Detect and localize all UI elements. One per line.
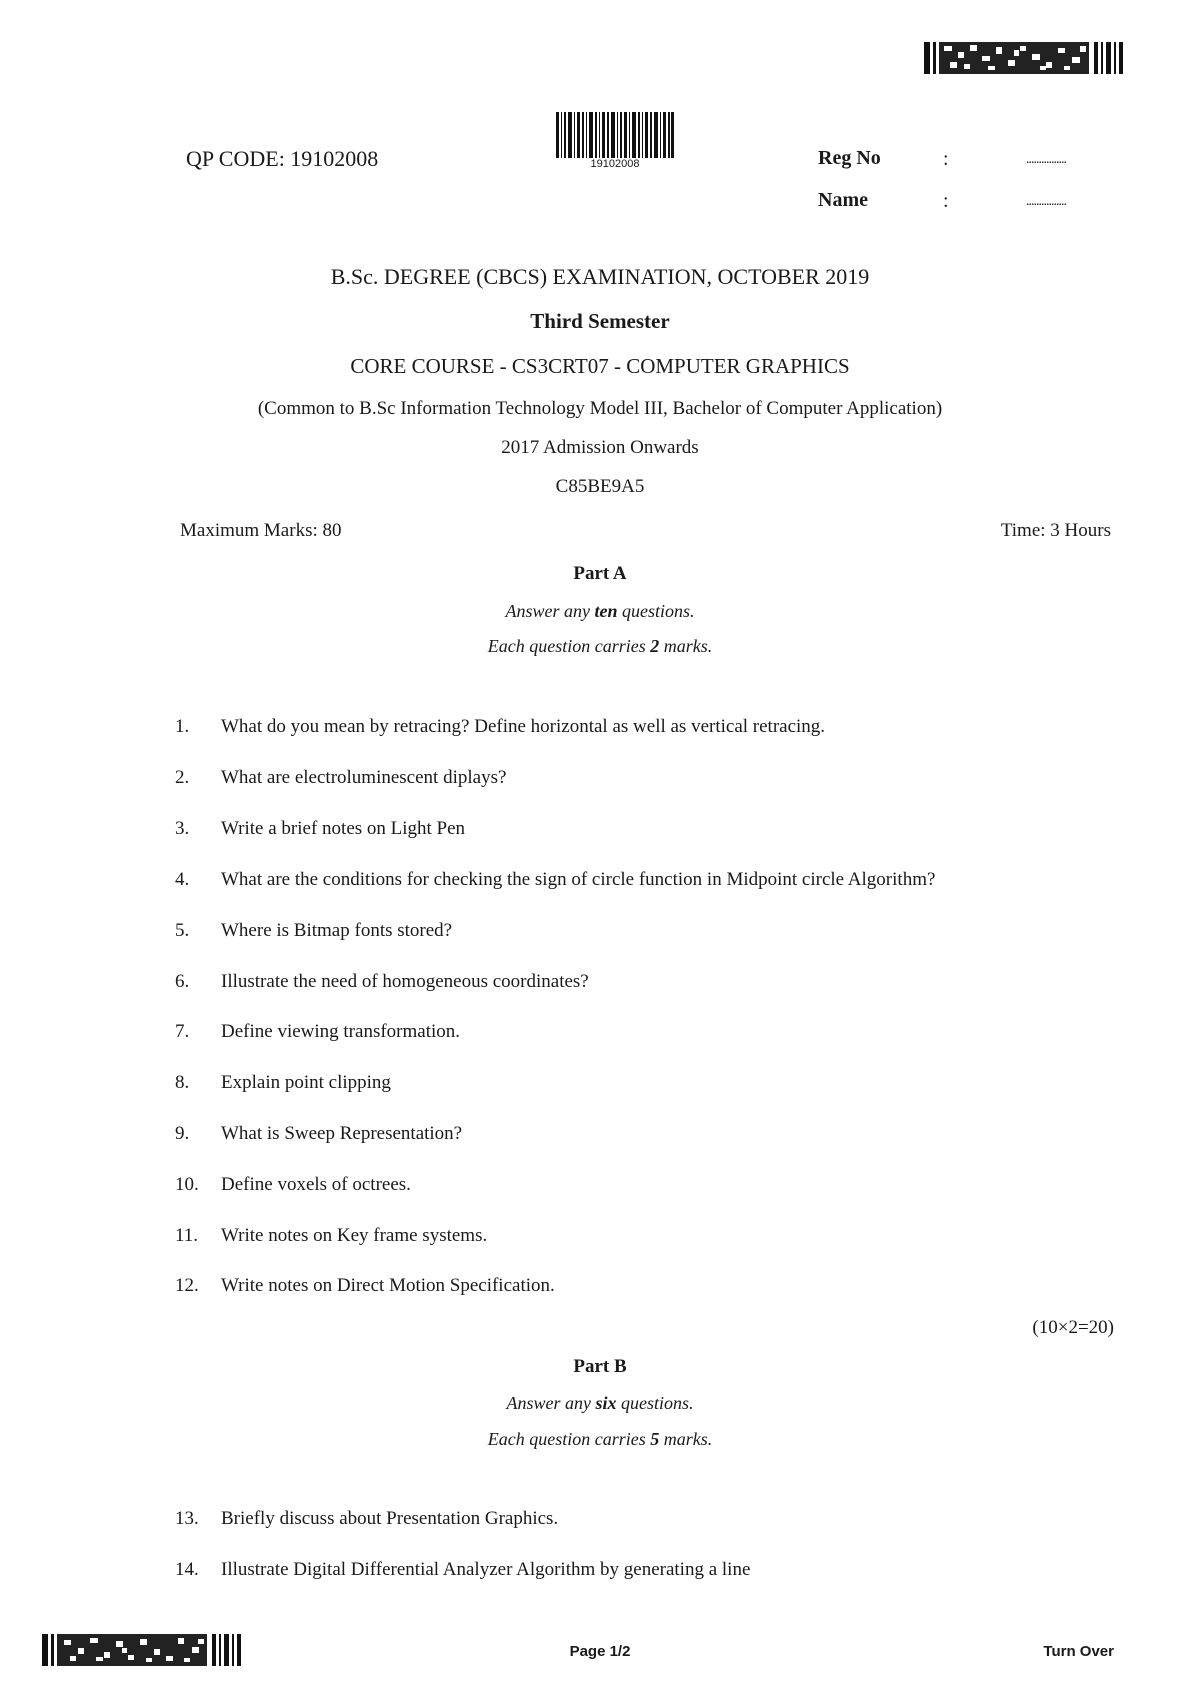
question-number: 10. bbox=[175, 1174, 199, 1195]
question-number: 14. bbox=[175, 1559, 199, 1580]
question-text: Define voxels of octrees. bbox=[221, 1174, 411, 1195]
center-barcode bbox=[556, 112, 674, 158]
question-text: Briefly discuss about Presentation Graphics. bbox=[221, 1508, 559, 1529]
question-text: Write a brief notes on Light Pen bbox=[221, 818, 466, 839]
question-number: 1. bbox=[175, 716, 190, 737]
top-right-barcode bbox=[924, 42, 1126, 74]
question-text: What is Sweep Representation? bbox=[221, 1123, 463, 1144]
question-text: Where is Bitmap fonts stored? bbox=[221, 920, 453, 941]
question-text: Write notes on Key frame systems. bbox=[221, 1225, 488, 1246]
question-number: 4. bbox=[175, 869, 190, 890]
question-number: 11. bbox=[175, 1225, 199, 1246]
question-number: 3. bbox=[175, 818, 190, 839]
time: Time: 3 Hours bbox=[1000, 520, 1111, 541]
question-text: Illustrate Digital Differential Analyzer Algorithm by generating a line bbox=[221, 1559, 751, 1580]
question-text: What are the conditions for checking the sign of circle function in Midpoint circle Algorithm? bbox=[221, 869, 936, 890]
paper-code: C85BE9A5 bbox=[555, 476, 645, 497]
question-text: Explain point clipping bbox=[221, 1072, 391, 1093]
turn-over: Turn Over bbox=[1043, 1643, 1114, 1660]
question-number: 7. bbox=[175, 1021, 190, 1042]
reg-no-colon: : bbox=[943, 148, 949, 170]
name-blank: ................ bbox=[1026, 194, 1066, 209]
part-a-marks-total: (10×2=20) bbox=[1032, 1317, 1114, 1338]
question-text: Define viewing transformation. bbox=[221, 1021, 461, 1042]
admission: 2017 Admission Onwards bbox=[501, 437, 699, 458]
max-marks: Maximum Marks: 80 bbox=[180, 520, 342, 541]
question-text: Write notes on Direct Motion Specification. bbox=[221, 1275, 555, 1296]
reg-no-blank: ................ bbox=[1026, 152, 1066, 167]
question-number: 12. bbox=[175, 1275, 199, 1296]
question-text: What are electroluminescent diplays? bbox=[221, 767, 507, 788]
question-number: 8. bbox=[175, 1072, 190, 1093]
reg-no-label: Reg No bbox=[818, 147, 881, 169]
part-b-instruction-2: Each question carries 5 marks. bbox=[487, 1429, 713, 1449]
part-b-instruction-1: Answer any six questions. bbox=[506, 1393, 694, 1413]
part-a-heading: Part A bbox=[573, 563, 627, 584]
question-number: 9. bbox=[175, 1123, 190, 1144]
page-number: Page 1/2 bbox=[569, 1643, 631, 1660]
question-number: 13. bbox=[175, 1508, 199, 1529]
question-text: What do you mean by retracing? Define horizontal as well as vertical retracing. bbox=[221, 716, 826, 737]
part-a-instruction-1: Answer any ten questions. bbox=[505, 601, 695, 621]
part-b-heading: Part B bbox=[573, 1356, 627, 1377]
qp-code: QP CODE: 19102008 bbox=[186, 146, 379, 171]
barcode-number: 19102008 bbox=[590, 158, 640, 170]
part-a-instruction-2: Each question carries 2 marks. bbox=[487, 636, 713, 656]
name-colon: : bbox=[943, 190, 949, 212]
common-to: (Common to B.Sc Information Technology Model III, Bachelor of Computer Application) bbox=[257, 398, 943, 419]
question-number: 2. bbox=[175, 767, 190, 788]
question-number: 6. bbox=[175, 971, 190, 992]
course-title: CORE COURSE - CS3CRT07 - COMPUTER GRAPHICS bbox=[350, 354, 850, 378]
semester: Third Semester bbox=[530, 309, 670, 333]
exam-title: B.Sc. DEGREE (CBCS) EXAMINATION, OCTOBER 2019 bbox=[330, 264, 870, 289]
question-text: Illustrate the need of homogeneous coordinates? bbox=[221, 971, 589, 992]
question-number: 5. bbox=[175, 920, 190, 941]
name-label: Name bbox=[818, 189, 868, 211]
